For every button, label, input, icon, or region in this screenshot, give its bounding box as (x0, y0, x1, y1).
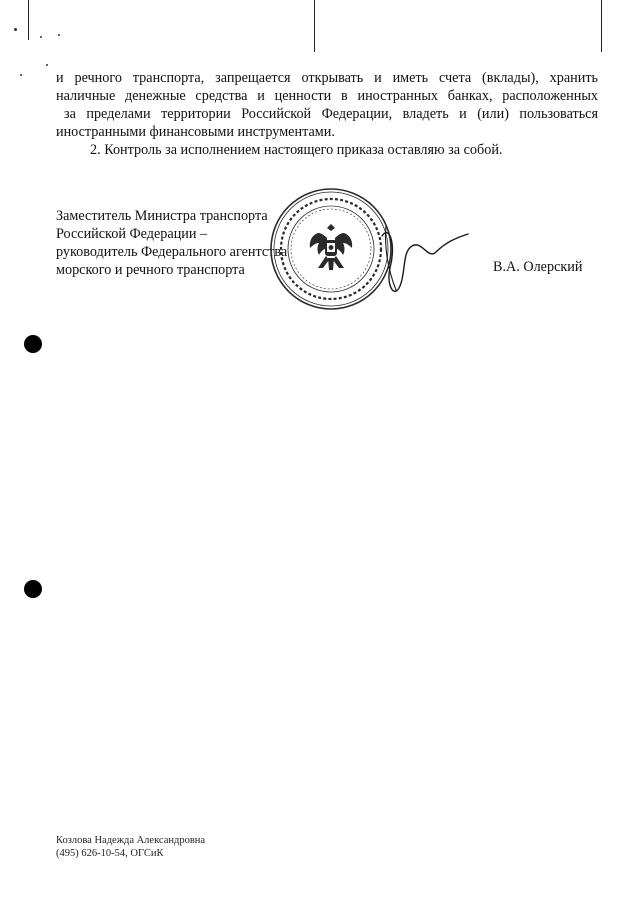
handwritten-signature (376, 216, 474, 308)
signer-name: В.А. Олерский (493, 259, 583, 275)
executor-name: Козлова Надежда Александровна (56, 835, 206, 846)
signer-title (56, 207, 287, 279)
body-line: за пределами территории Российской Федерации, владеть и (или) пользоваться (64, 106, 598, 122)
executor-contact: (495) 626-10-54, ОГСиК (56, 848, 164, 859)
signer-title-line: Российской Федерации – (56, 226, 208, 242)
signer-title-line: морского и речного транспорта (56, 262, 245, 278)
scan-edge-line (28, 0, 29, 40)
scan-edge-line (601, 0, 602, 52)
hole-punch-mark (24, 335, 42, 353)
body-line: наличные денежные средства и ценности в иностранных банках, расположенных (56, 88, 598, 104)
scan-speck (58, 34, 60, 36)
signer-title-line: руководитель Федерального агентства (56, 244, 288, 260)
body-line: и речного транспорта, запрещается открывать и иметь счета (вклады), хранить (56, 70, 598, 86)
scan-edge-line (314, 0, 315, 52)
body-paragraph-1 (56, 69, 598, 141)
scan-speck (46, 64, 48, 66)
executor-info (56, 834, 205, 860)
signer-title-line: Заместитель Министра транспорта (56, 208, 268, 224)
scan-speck (20, 74, 22, 76)
hole-punch-mark (24, 580, 42, 598)
scan-speck (40, 36, 42, 38)
body-line: иностранными финансовыми инструментами. (56, 124, 335, 140)
body-paragraph-2: 2. Контроль за исполнением настоящего приказа оставляю за собой. (90, 142, 503, 158)
scan-speck (14, 28, 17, 31)
